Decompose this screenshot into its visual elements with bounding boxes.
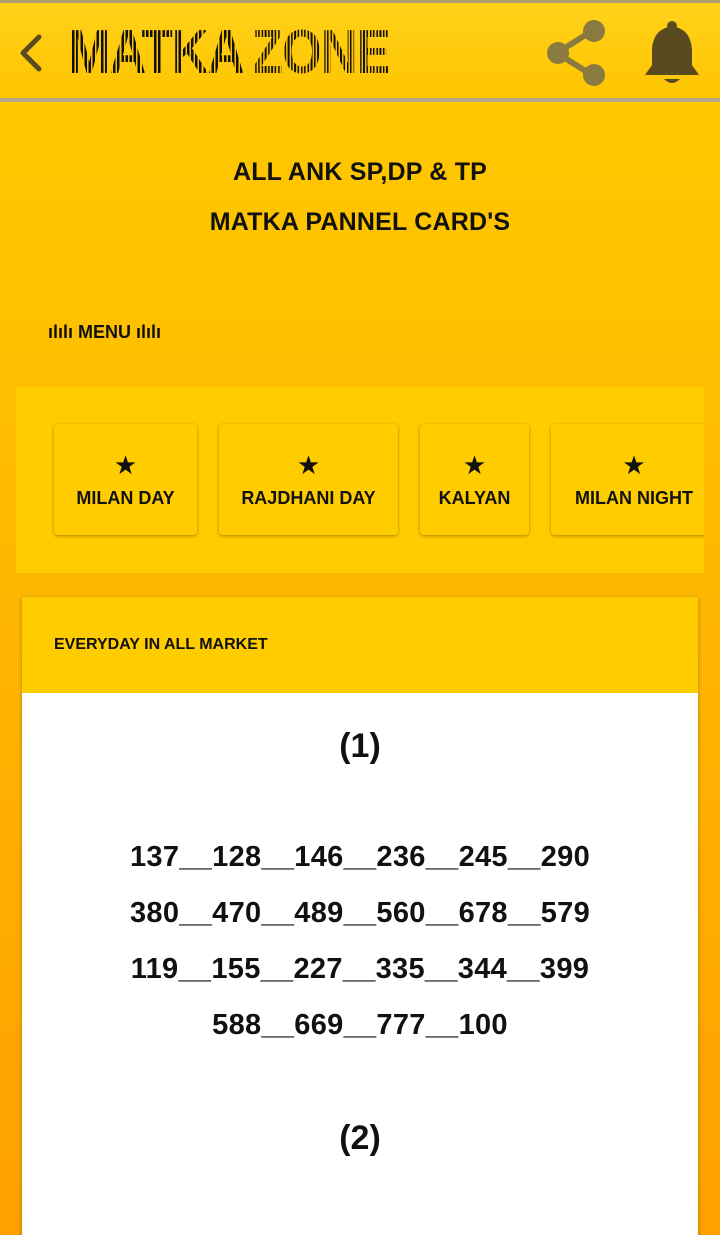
page-heading-line2: MATKA PANNEL CARD'S — [209, 208, 511, 236]
card-title: EVERYDAY IN ALL MARKET — [22, 597, 698, 693]
pannel-number-line: 119__155__227__335__344__399 — [130, 953, 590, 985]
market-menu-strip[interactable] — [16, 387, 704, 573]
notifications-button[interactable] — [640, 19, 704, 87]
share-icon — [540, 17, 612, 89]
menu-item-label: KALYAN — [438, 488, 511, 508]
share-button[interactable] — [540, 17, 612, 89]
logo-text-right: ZONE — [251, 18, 390, 87]
pannel-card — [22, 597, 698, 1235]
menu-item-label: MILAN DAY — [76, 488, 175, 508]
bell-icon — [640, 19, 704, 87]
pannel-number-line: 380__470__489__560__678__579 — [130, 897, 590, 929]
menu-item-kalyan[interactable] — [420, 424, 529, 535]
star-icon: ★ — [462, 450, 487, 480]
app-logo — [68, 17, 390, 89]
logo-text-left: MATKA — [68, 18, 244, 87]
pannel-number-line: 137__128__146__236__245__290 — [130, 841, 590, 873]
star-icon: ★ — [113, 450, 138, 480]
pannel-number-line: 588__669__777__100 — [212, 1009, 508, 1041]
back-button[interactable] — [10, 27, 50, 79]
menu-item-label: RAJDHANI DAY — [241, 488, 376, 508]
chevron-left-icon — [15, 31, 45, 75]
menu-item-milan-day[interactable] — [54, 424, 197, 535]
menu-item-milan-night[interactable] — [551, 424, 704, 535]
star-icon: ★ — [622, 450, 646, 480]
menu-item-rajdhani-day[interactable] — [219, 424, 398, 535]
section-title: (2) — [339, 1119, 381, 1157]
menu-item-label: MILAN NIGHT — [575, 488, 693, 508]
star-icon: ★ — [296, 450, 321, 480]
top-app-bar — [0, 0, 720, 102]
section-title: (1) — [339, 727, 381, 765]
menu-label: ılılı MENU ılılı — [48, 322, 162, 342]
page-heading-line1: ALL ANK SP,DP & TP — [232, 158, 488, 186]
